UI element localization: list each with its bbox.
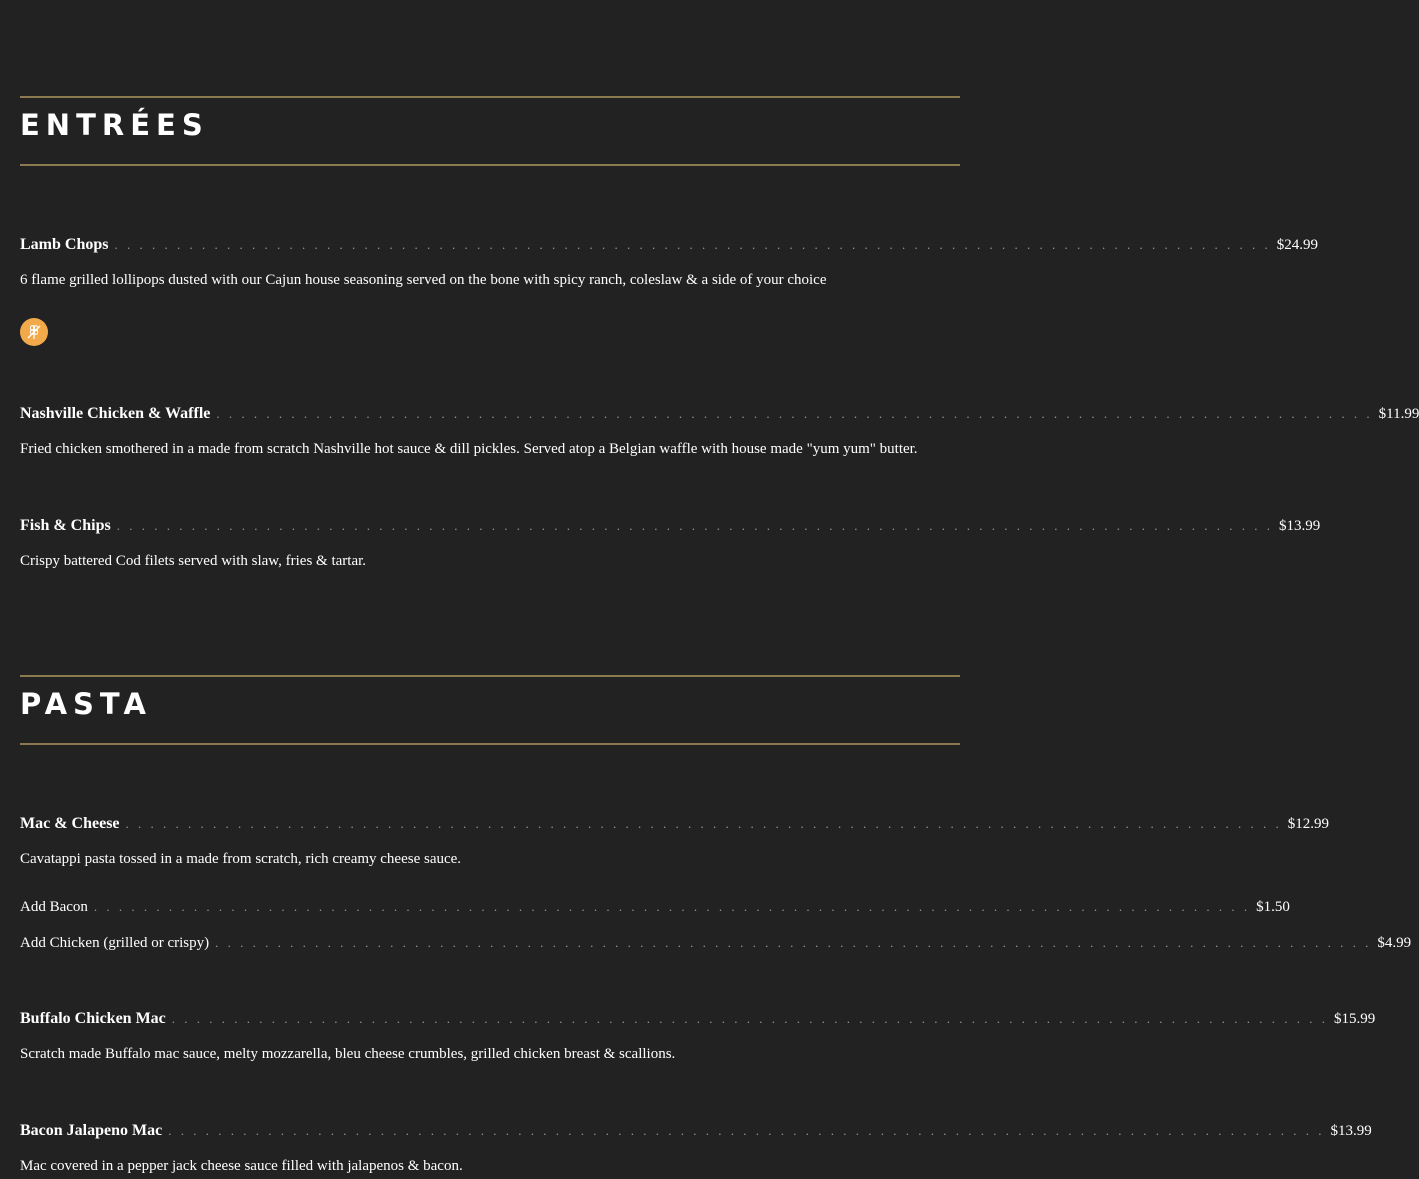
pasta-section (20, 675, 960, 745)
item-price: $24.99 (1276, 237, 1318, 253)
pasta-header (20, 675, 960, 745)
menu-item-buffalo-chicken-mac (20, 1010, 1376, 1063)
item-name: Bacon Jalapeno Mac (20, 1122, 163, 1139)
dot-leader: . . . . . . . . . . . . . . . . . . . . . . . . . . . . . . . . . . . . . . . . . . . . . . . . . . . . . . . . . . . . . . . . . . . . . . . . . . . . . . . . . . . . . . . . . . . . . (168, 1123, 1325, 1138)
entrees-title: ENTRÉES (20, 108, 209, 142)
dot-leader: . . . . . . . . . . . . . . . . . . . . . . . . . . . . . . . . . . . . . . . . . . . . . . . . . . . . . . . . . . . . . . . . . . . . . . . . . . . . . . . . . . . . . . . . . . . . . (116, 518, 1273, 533)
item-price: $11.99 (1378, 406, 1419, 422)
item-price: $12.99 (1287, 816, 1330, 832)
item-name: Buffalo Chicken Mac (20, 1010, 166, 1027)
item-description: Fried chicken smothered in a made from scratch Nashville hot sauce & dill pickles. Served atop a Belgian waffle with house made "yum yum" butter. (20, 441, 918, 457)
menu-item-lamb-chops (20, 236, 1318, 289)
gluten-free-icon (20, 318, 48, 346)
pasta-title: PASTA (20, 687, 152, 721)
addon-name: Add Chicken (grilled or crispy) (20, 935, 210, 951)
item-price: $15.99 (1334, 1011, 1376, 1027)
item-description: 6 flame grilled lollipops dusted with our Cajun house seasoning served on the bone with spicy ranch, coleslaw & a side of your choice (20, 272, 827, 288)
item-name: Fish & Chips (20, 517, 111, 534)
addon-price: $1.50 (1256, 899, 1290, 915)
entrees-section (20, 96, 960, 166)
menu-item-mac-cheese (20, 815, 1330, 868)
addon-chicken (20, 935, 1412, 952)
item-price: $13.99 (1330, 1123, 1372, 1139)
entrees-header (20, 96, 960, 166)
item-description: Crispy battered Cod filets served with slaw, fries & tartar. (20, 553, 367, 569)
item-description: Cavatappi pasta tossed in a made from scratch, rich creamy cheese sauce. (20, 851, 462, 867)
menu-item-fish-chips (20, 517, 1321, 570)
item-name: Lamb Chops (20, 236, 109, 253)
item-description: Scratch made Buffalo mac sauce, melty mozzarella, bleu cheese crumbles, grilled chicken breast & scallions. (20, 1046, 676, 1062)
dot-leader: . . . . . . . . . . . . . . . . . . . . . . . . . . . . . . . . . . . . . . . . . . . . . . . . . . . . . . . . . . . . . . . . . . . . . . . . . . . . . . . . . . . . . . . . . . . . . (114, 237, 1271, 252)
item-name: Mac & Cheese (20, 815, 120, 832)
menu-item-bacon-jalapeno-mac (20, 1122, 1372, 1175)
dot-leader: . . . . . . . . . . . . . . . . . . . . . . . . . . . . . . . . . . . . . . . . . . . . . . . . . . . . . . . . . . . . . . . . . . . . . . . . . . . . . . . . . . . . . . . . . . . . . (215, 935, 1372, 950)
dot-leader: . . . . . . . . . . . . . . . . . . . . . . . . . . . . . . . . . . . . . . . . . . . . . . . . . . . . . . . . . . . . . . . . . . . . . . . . . . . . . . . . . . . . . . . . . . . . . (216, 406, 1373, 421)
addon-name: Add Bacon (20, 899, 88, 915)
item-price: $13.99 (1278, 518, 1321, 534)
addon-bacon (20, 899, 1290, 916)
menu-item-nashville-chicken-waffle (20, 405, 1419, 458)
addon-price: $4.99 (1377, 935, 1412, 951)
dot-leader: . . . . . . . . . . . . . . . . . . . . . . . . . . . . . . . . . . . . . . . . . . . . . . . . . . . . . . . . . . . . . . . . . . . . . . . . . . . . . . . . . . . . . . . . . . . . . (93, 899, 1251, 914)
item-name: Nashville Chicken & Waffle (20, 405, 211, 422)
item-description: Mac covered in a pepper jack cheese sauce filled with jalapenos & bacon. (20, 1158, 463, 1174)
dot-leader: . . . . . . . . . . . . . . . . . . . . . . . . . . . . . . . . . . . . . . . . . . . . . . . . . . . . . . . . . . . . . . . . . . . . . . . . . . . . . . . . . . . . . . . . . . . . . (125, 816, 1282, 831)
dot-leader: . . . . . . . . . . . . . . . . . . . . . . . . . . . . . . . . . . . . . . . . . . . . . . . . . . . . . . . . . . . . . . . . . . . . . . . . . . . . . . . . . . . . . . . . . . . . . (171, 1011, 1329, 1026)
